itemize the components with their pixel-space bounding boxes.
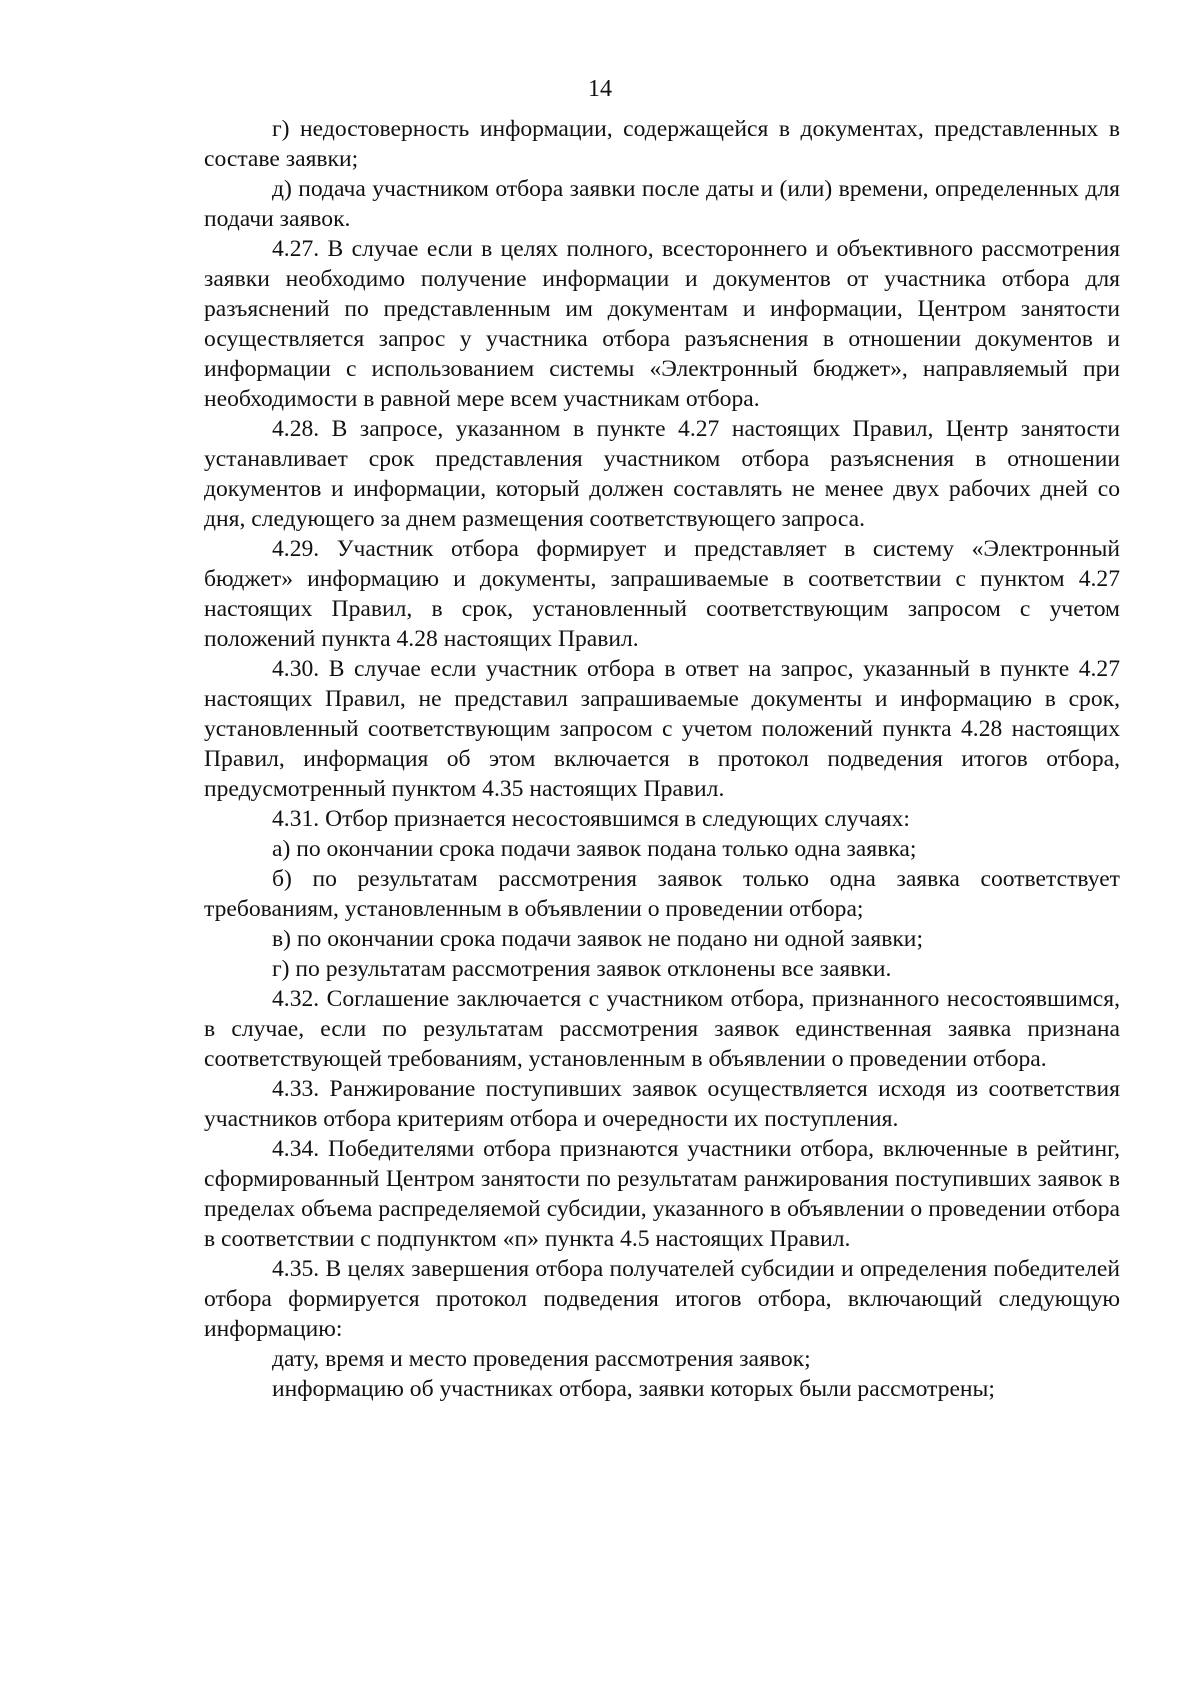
paragraph: 4.30. В случае если участник отбора в ответ на запрос, указанный в пункте 4.27 настоящих Правил, не представил запрашиваемые документы и информацию в срок, установленный соответствующим запросом с учетом положений пункта 4.28 настоящих Правил, информация об этом включается в протокол подведения итогов отбора, предусмотренный пунктом 4.35 настоящих Правил. [204,656,1120,802]
paragraph: информацию об участниках отбора, заявки которых были рассмотрены; [272,1376,995,1402]
paragraph: г) недостоверность информации, содержащейся в документах, представленных в составе заявки; [204,116,1120,172]
paragraph: 4.32. Соглашение заключается с участником отбора, признанного несостоявшимся, в случае, если по результатам рассмотрения заявок единственная заявка признана соответствующей требованиям, установленным в объявлении о проведении отбора. [204,986,1120,1072]
paragraph: дату, время и место проведения рассмотрения заявок; [272,1346,811,1372]
paragraph: д) подача участником отбора заявки после даты и (или) времени, определенных для подачи заявок. [204,176,1120,232]
paragraph: 4.34. Победителями отбора признаются участники отбора, включенные в рейтинг, сформированный Центром занятости по результатам ранжирования поступивших заявок в пределах объема распределяемой субсидии, указанного в объявлении о проведении отбора в соответствии с подпунктом «п» пункта 4.5 настоящих Правил. [204,1136,1120,1252]
paragraph: в) по окончании срока подачи заявок не подано ни одной заявки; [272,926,923,952]
paragraph: 4.28. В запросе, указанном в пункте 4.27 настоящих Правил, Центр занятости устанавливает срок представления участником отбора разъяснения в отношении документов и информации, который должен составлять не менее двух рабочих дней со дня, следующего за днем размещения соответствующего запроса. [204,416,1120,532]
paragraph: 4.27. В случае если в целях полного, всестороннего и объективного рассмотрения заявки необходимо получение информации и документов от участника отбора для разъяснений по представленным им документам и информации, Центром занятости осуществляется запрос у участника отбора разъяснения в отношении документов и информации с использованием системы «Электронный бюджет», направляемый при необходимости в равной мере всем участникам отбора. [204,236,1120,412]
paragraph: 4.33. Ранжирование поступивших заявок осуществляется исходя из соответствия участников отбора критериям отбора и очередности их поступления. [204,1076,1120,1132]
paragraph: б) по результатам рассмотрения заявок только одна заявка соответствует требованиям, установленным в объявлении о проведении отбора; [204,866,1120,922]
page-number: 14 [588,76,612,102]
paragraph: 4.29. Участник отбора формирует и представляет в систему «Электронный бюджет» информацию и документы, запрашиваемые в соответствии с пунктом 4.27 настоящих Правил, в срок, установленный соответствующим запросом с учетом положений пункта 4.28 настоящих Правил. [204,536,1120,652]
paragraph: 4.35. В целях завершения отбора получателей субсидии и определения победителей отбора формируется протокол подведения итогов отбора, включающий следующую информацию: [204,1256,1120,1342]
document-body [204,114,1120,1404]
paragraph: г) по результатам рассмотрения заявок отклонены все заявки. [272,956,892,982]
paragraph: а) по окончании срока подачи заявок подана только одна заявка; [272,836,917,862]
paragraph: 4.31. Отбор признается несостоявшимся в следующих случаях: [272,806,910,832]
